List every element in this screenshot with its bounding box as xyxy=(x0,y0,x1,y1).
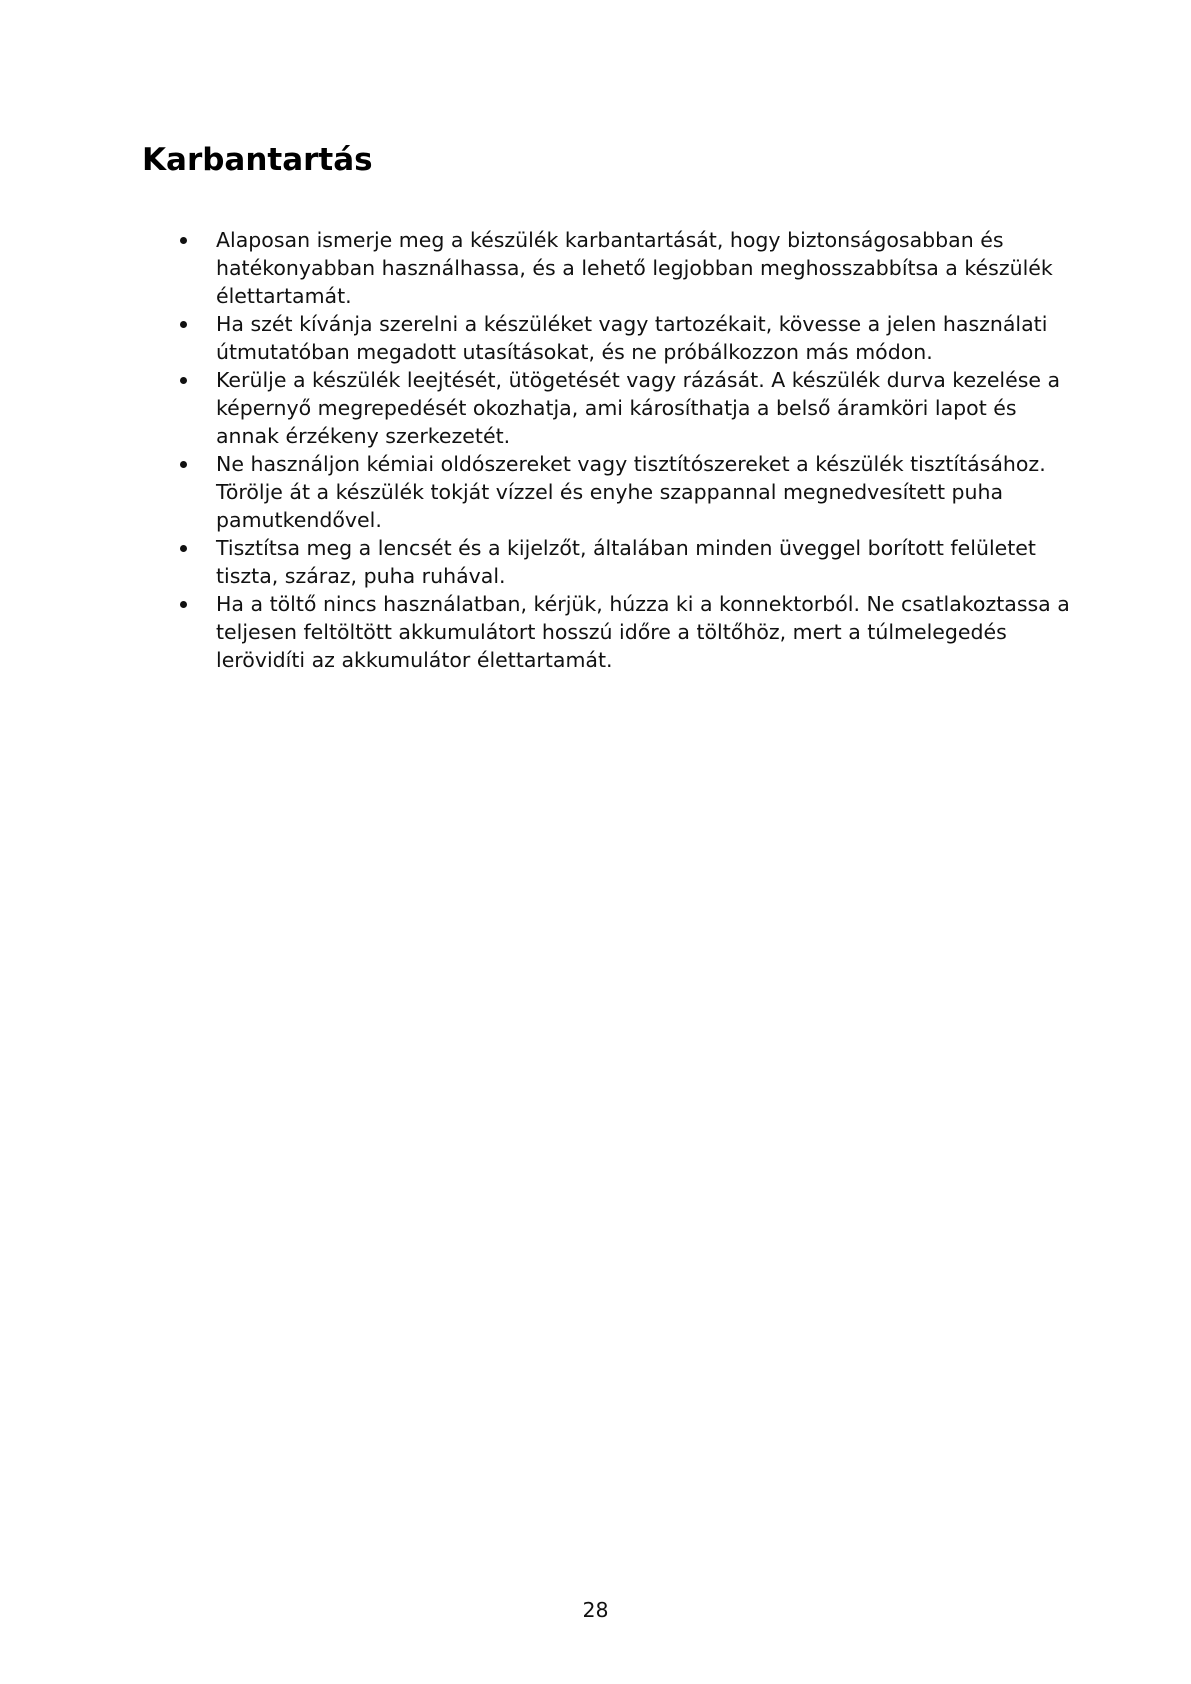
bullet-icon xyxy=(180,461,187,468)
page-number: 28 xyxy=(582,1598,609,1622)
section-heading: Karbantartás xyxy=(142,142,373,178)
bullet-icon xyxy=(180,545,187,552)
bullet-icon xyxy=(180,321,187,328)
list-item-text: Tisztítsa meg a lencsét és a kijelzőt, általában minden üveggel borított felületet tiszta, száraz, puha ruhával. xyxy=(216,536,1036,588)
list-item-text: Kerülje a készülék leejtését, ütögetését vagy rázását. A készülék durva kezelése a képernyő megrepedését okozhatja, ami károsíthatja a belső áramköri lapot és annak érzékeny szerkezetét. xyxy=(216,368,1061,448)
bullet-icon xyxy=(180,377,187,384)
list-item-text: Ha szét kívánja szerelni a készüléket vagy tartozékait, kövesse a jelen használati útmutatóban megadott utasításokat, és ne próbálkozzon más módon. xyxy=(216,312,1048,364)
bullet-icon xyxy=(180,601,187,608)
bullet-icon xyxy=(180,237,187,244)
maintenance-list xyxy=(142,226,1072,674)
list-item xyxy=(142,534,1072,590)
list-item xyxy=(142,310,1072,366)
list-item-text: Ha a töltő nincs használatban, kérjük, húzza ki a konnektorból. Ne csatlakoztassa a teljesen feltöltött akkumulátort hosszú időre a töltőhöz, mert a túlmelegedés lerövidíti az akkumulátor élettartamát. xyxy=(216,592,1070,672)
list-item-text: Alaposan ismerje meg a készülék karbantartását, hogy biztonságosabban és hatékonyabban használhassa, és a lehető legjobban meghosszabbítsa a készülék élettartamát. xyxy=(216,228,1053,308)
list-item xyxy=(142,366,1072,450)
list-item xyxy=(142,590,1072,674)
list-item-text: Ne használjon kémiai oldószereket vagy tisztítószereket a készülék tisztításához. Törölje át a készülék tokját vízzel és enyhe szappannal megnedvesített puha pamutkendővel. xyxy=(216,452,1046,532)
list-item xyxy=(142,450,1072,534)
list-item xyxy=(142,226,1072,310)
